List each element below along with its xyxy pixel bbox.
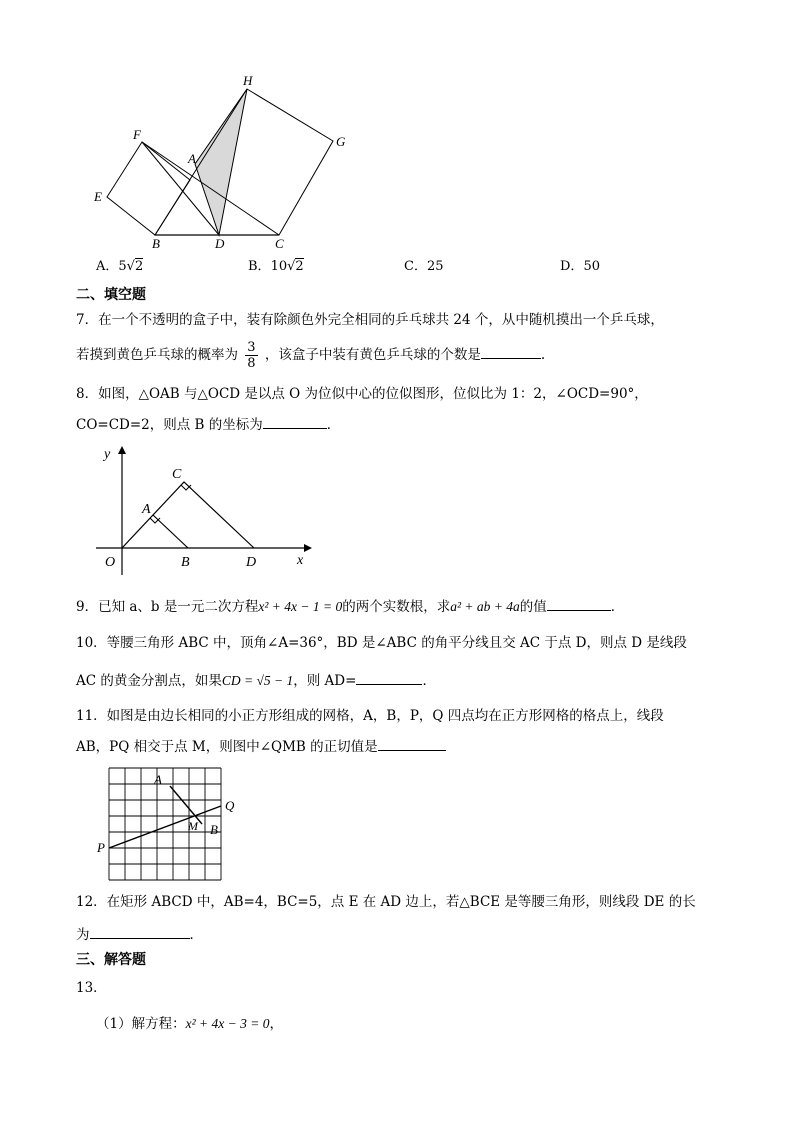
q9-expression: a² + ab + 4a xyxy=(450,599,520,614)
square-hgcb xyxy=(155,89,333,235)
option-b: B．10√2 xyxy=(248,259,304,274)
q9-equation: x² + 4x − 1 = 0 xyxy=(258,599,343,614)
q10-cd-value: CD = √5 − 1 xyxy=(221,673,294,688)
label-a3: A xyxy=(154,772,162,787)
label-d2: D xyxy=(246,555,257,570)
y-axis-arrow xyxy=(118,446,126,454)
q12-line1: 12．在矩形 ABCD 中，AB=4，BC=5，点 E 在 AD 边上，若△BCE 是等腰三角形，则线段 DE 的长 xyxy=(76,894,696,910)
label-b3: B xyxy=(210,822,218,837)
q13-equation: x² + 4x − 3 = 0 xyxy=(185,1016,270,1031)
grid-lines xyxy=(109,768,221,880)
figure-squares xyxy=(90,68,360,248)
label-x: x xyxy=(297,553,304,568)
q7-fraction: $\frac{3}{8}$ xyxy=(247,340,256,371)
figure-similar-triangles xyxy=(92,442,322,577)
square-ebcf xyxy=(107,142,190,235)
x-axis-arrow xyxy=(304,544,312,552)
label-a2: A xyxy=(142,502,151,517)
label-q3: Q xyxy=(225,798,235,813)
q9-line: 9．已知 a、b 是一元二次方程x² + 4x − 1 = 0的两个实数根，求a² + ab + 4a的值 ． xyxy=(76,596,624,617)
label-p3: P xyxy=(97,840,105,855)
label-b2: B xyxy=(181,555,190,570)
q10-line2: AC 的黄金分割点，如果CD = √5 − 1，则 AD= ． xyxy=(76,670,436,691)
label-f: F xyxy=(133,127,141,142)
q13-part1: （1）解方程：x² + 4x − 3 = 0， xyxy=(96,1016,283,1032)
section-3-title: 三、解答题 xyxy=(76,952,146,968)
option-a: A．5√2 xyxy=(96,259,144,274)
q9-answer-blank[interactable] xyxy=(547,596,611,611)
label-o: O xyxy=(105,555,116,570)
shaded-triangle xyxy=(195,89,247,235)
segment-pq xyxy=(109,806,221,848)
q8-line2: CO=CD=2，则点 B 的坐标为 ． xyxy=(76,414,340,435)
label-b: B xyxy=(152,236,160,248)
q8-line1: 8．如图，△OAB 与△OCD 是以点 O 为位似中心的位似图形，位似比为 1：2，∠OCD=90°， xyxy=(76,386,648,402)
label-m3: M xyxy=(188,819,198,833)
q12-answer-blank[interactable] xyxy=(90,924,190,939)
q11-line1: 11．如图是由边长相同的小正方形组成的网格，A，B，P，Q 四点均在正方形网格的格点上，线段 xyxy=(76,708,664,724)
q11-line2: AB，PQ 相交于点 M，则图中∠QMB 的正切值是 xyxy=(76,736,446,757)
figure-grid xyxy=(94,764,254,886)
q8-answer-blank[interactable] xyxy=(263,414,327,429)
q13-number: 13． xyxy=(76,980,107,996)
label-a: A xyxy=(188,151,196,166)
q7-line1: 7．在一个不透明的盒子中，装有除颜色外完全相同的乒乓球共 24 个，从中随机摸出一个乒乓球， xyxy=(76,312,664,328)
option-c: C．25 xyxy=(404,259,444,274)
label-d: D xyxy=(215,236,225,248)
section-2-title: 二、填空题 xyxy=(76,287,146,303)
q12-line2: 为 ． xyxy=(76,924,203,945)
label-e: E xyxy=(94,189,102,204)
label-c2: C xyxy=(172,467,182,482)
label-g: G xyxy=(336,134,346,149)
q11-answer-blank[interactable] xyxy=(378,736,446,751)
label-c: C xyxy=(275,236,284,248)
label-h: H xyxy=(243,73,253,88)
q7-line2: 若摸到黄色乒乓球的概率为 $\frac{3}{8}$ ，该盒子中装有黄色乒乓球的个数是 . xyxy=(76,340,546,371)
q10-answer-blank[interactable] xyxy=(356,670,422,685)
q10-line1: 10．等腰三角形 ABC 中，顶角∠A=36°，BD 是∠ABC 的角平分线且交 AC 于点 D，则点 D 是线段 xyxy=(76,635,687,651)
q7-answer-blank[interactable] xyxy=(481,344,541,359)
label-y: y xyxy=(104,447,111,462)
option-d: D．50 xyxy=(560,259,600,274)
